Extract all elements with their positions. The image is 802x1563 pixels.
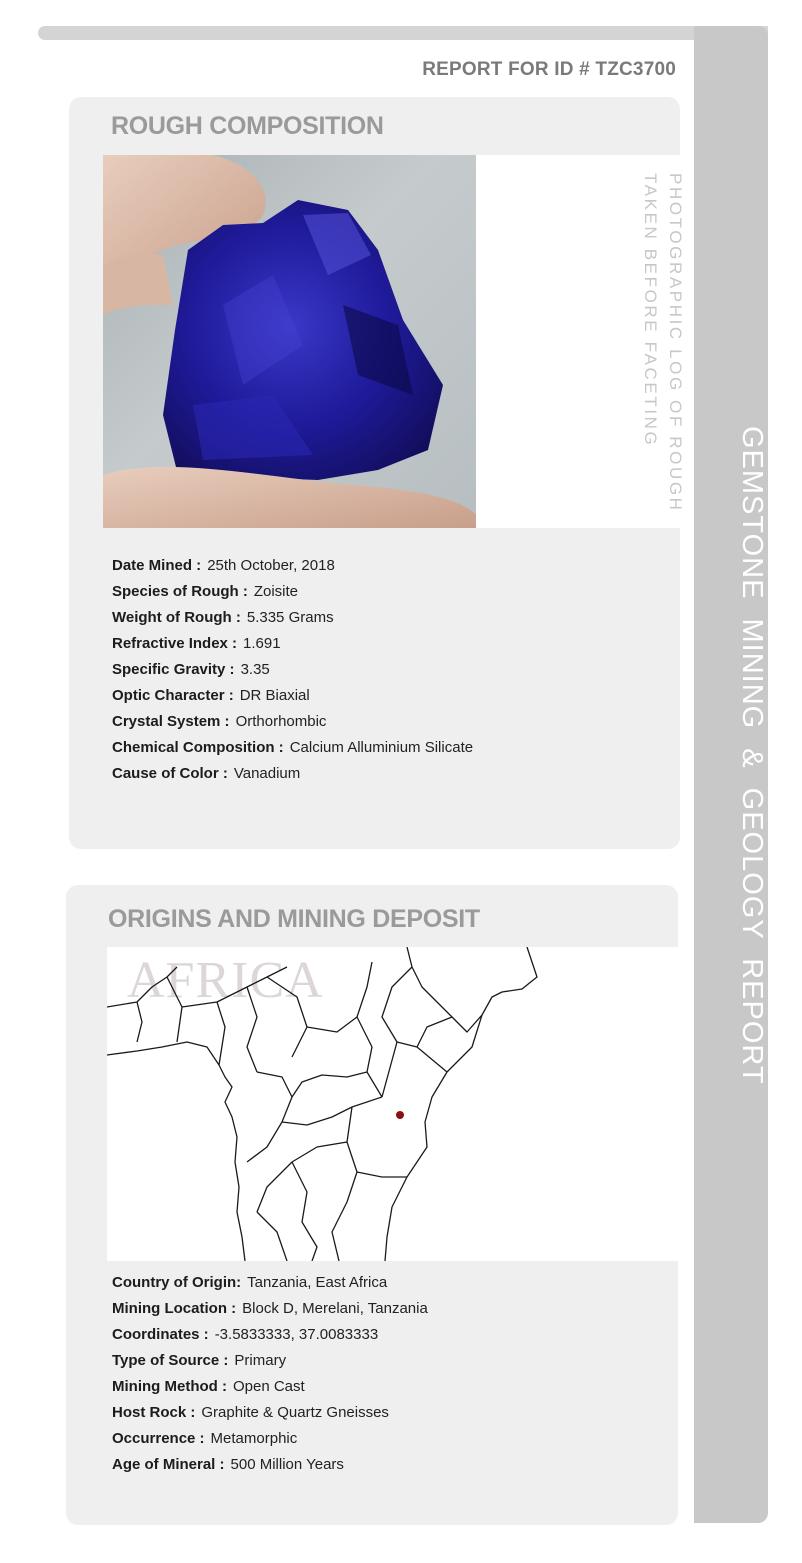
property-row [112,1270,428,1296]
photo-caption-line-1: PHOTOGRAPHIC LOG OF ROUGH [666,173,685,513]
property-value: Zoisite [253,583,299,600]
property-value: Tanzania, East Africa [247,1274,388,1291]
property-value: Primary [234,1352,287,1369]
property-value: 500 Million Years [230,1456,344,1473]
africa-map [107,947,678,1261]
gem-illustration [103,155,476,528]
property-value: Graphite & Quartz Gneisses [201,1404,389,1421]
property-row [112,657,473,683]
origins-title: ORIGINS AND MINING DEPOSIT [108,905,480,933]
property-value: Orthorhombic [235,713,327,730]
property-value: -3.5833333, 37.0083333 [214,1326,379,1343]
photo-caption-line-2: TAKEN BEFORE FACETING [641,173,660,448]
map-borders [107,947,678,1261]
property-value: Open Cast [232,1378,305,1395]
property-label: Weight of Rough : [112,609,241,626]
property-label: Chemical Composition : [112,739,284,756]
property-value: 3.35 [240,661,270,678]
photo-caption [638,173,688,513]
map-label: AFRICA [127,952,324,1009]
property-value: DR Biaxial [239,687,310,704]
photo-area [103,155,685,528]
property-value: Vanadium [233,765,301,782]
property-label: Country of Origin: [112,1274,242,1291]
rough-photo [103,155,476,528]
property-row [112,553,473,579]
property-row [112,605,473,631]
mine-location-marker [396,1111,404,1119]
property-label: Mining Location : [112,1300,237,1317]
property-label: Age of Mineral : [112,1456,225,1473]
property-label: Refractive Index : [112,635,238,652]
property-value: Calcium Alluminium Silicate [289,739,474,756]
property-row [112,709,473,735]
report-side-title: GEMSTONE MINING & GEOLOGY REPORT [736,425,768,1085]
rough-composition-title: ROUGH COMPOSITION [111,112,384,140]
property-label: Cause of Color : [112,765,228,782]
property-row [112,1452,428,1478]
rough-properties-list [112,553,473,787]
property-row [112,1322,428,1348]
property-row [112,1374,428,1400]
property-value: Metamorphic [210,1430,298,1447]
property-label: Type of Source : [112,1352,229,1369]
property-row [112,1426,428,1452]
property-row [112,1400,428,1426]
property-value: 1.691 [243,635,281,652]
property-label: Specific Gravity : [112,661,235,678]
property-label: Species of Rough : [112,583,248,600]
property-value: Block D, Merelani, Tanzania [242,1300,428,1317]
property-row [112,735,473,761]
property-label: Optic Character : [112,687,234,704]
property-label: Coordinates : [112,1326,209,1343]
property-value: 5.335 Grams [246,609,334,626]
property-row [112,683,473,709]
property-row [112,631,473,657]
origins-properties-list [112,1270,428,1478]
property-label: Mining Method : [112,1378,227,1395]
property-label: Date Mined : [112,557,202,574]
top-bar [38,26,768,40]
property-label: Occurrence : [112,1430,205,1447]
property-label: Crystal System : [112,713,230,730]
property-label: Host Rock : [112,1404,196,1421]
property-row [112,1296,428,1322]
report-id: REPORT FOR ID # TZC3700 [422,59,676,80]
property-row [112,579,473,605]
property-row [112,761,473,787]
property-row [112,1348,428,1374]
property-value: 25th October, 2018 [207,557,335,574]
